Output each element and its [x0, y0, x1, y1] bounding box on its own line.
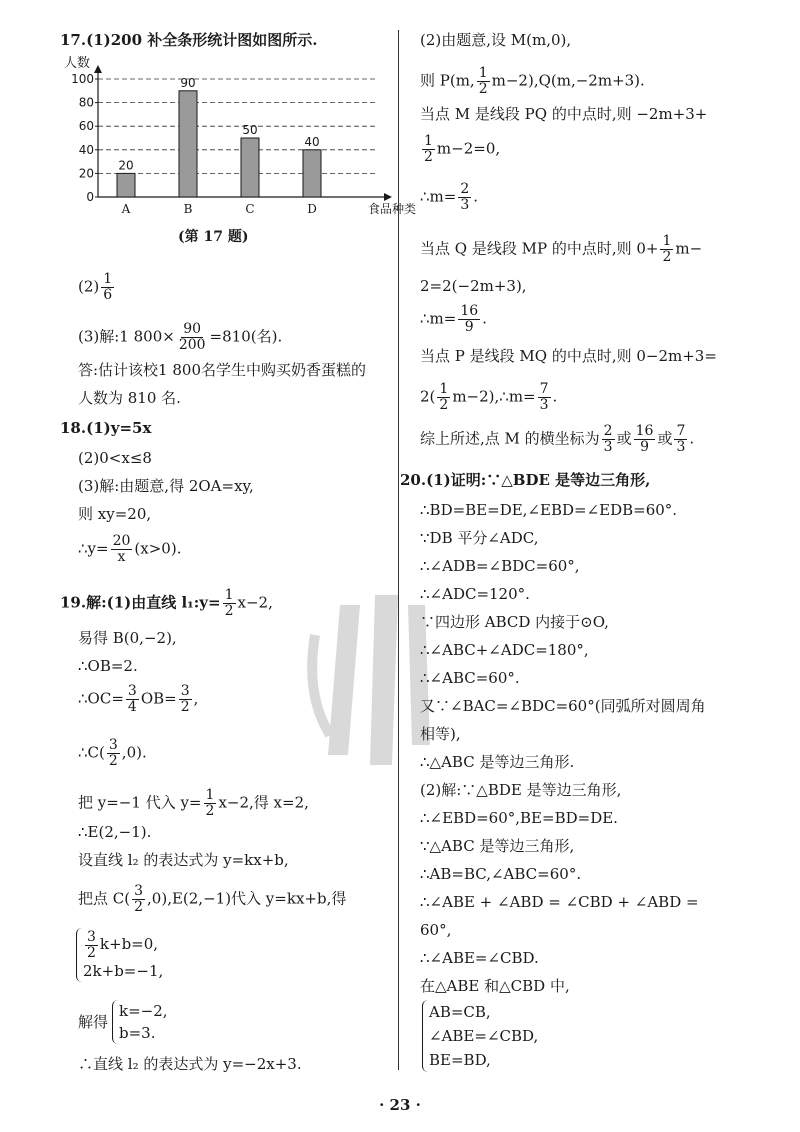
r-line2: 则 P(m, $\frac{1}{2}$ m−2),Q(m,−2m+3). — [420, 65, 645, 97]
fraction: $\frac{16}{9}$ — [635, 423, 654, 455]
x-tick-label: A — [121, 202, 131, 216]
equation-system-1: $\frac{3}{2}$ k+b=0, 2k+b=−1, — [76, 928, 163, 982]
r-line5: ∴m= $\frac{2}{3}$ . — [420, 181, 479, 213]
equation-system-2: k=−2, b=3. — [112, 1000, 168, 1044]
fraction: $\frac{1}{2}$ — [205, 787, 215, 819]
bar-b — [179, 91, 197, 197]
fraction: $\frac{3}{2}$ — [180, 683, 190, 715]
q20-line18: ∴∠ABE=∠CBD. — [420, 949, 539, 967]
r-line10: 2( $\frac{1}{2}$ m−2),∴m= $\frac{7}{3}$ . — [420, 381, 558, 413]
q19-line2: 易得 B(0,−2), — [78, 629, 177, 647]
q20-line10: 相等), — [420, 725, 461, 743]
q18-line1: 18.(1)y=5x — [60, 419, 152, 437]
q20-line19: 在△ABE 和△CBD 中, — [420, 977, 570, 995]
bar-c — [241, 138, 259, 197]
fraction: $\frac{1}{2}$ — [424, 133, 433, 165]
q18-line2: (2)0<x≤8 — [78, 449, 152, 467]
bar-chart — [60, 55, 417, 216]
data-label: 40 — [304, 134, 320, 149]
fraction: $\frac{20}{x}$ — [112, 533, 131, 565]
q20-line9: 又∵∠BAC=∠BDC=60°(同弧所对圆周角 — [420, 697, 706, 715]
r-line7: 2=2(−2m+3), — [420, 277, 527, 295]
fraction: $\frac{16}{9}$ — [460, 303, 479, 335]
solve-label: 解得 — [78, 1013, 109, 1031]
y-axis-arrow — [94, 65, 102, 73]
fraction: $\frac{1}{2}$ — [439, 381, 449, 413]
r-line4: $\frac{1}{2}$ m−2=0, — [424, 133, 501, 165]
q19-line5: ∴C( $\frac{3}{2}$ ,0). — [78, 737, 147, 769]
data-label: 90 — [180, 75, 196, 90]
q19-line7: ∴E(2,−1). — [78, 823, 152, 841]
y-tick-label: 100 — [71, 72, 94, 86]
equation-system-3: AB=CB, ∠ABE=∠CBD, BE=BD, — [422, 1000, 538, 1072]
fraction: $\frac{90}{200}$ — [178, 321, 206, 353]
r-line1: (2)由题意,设 M(m,0), — [420, 31, 572, 49]
q17-part2 — [78, 272, 116, 303]
fraction: $\frac{3}{2}$ — [108, 737, 118, 769]
fraction: $\frac{2}{3}$ — [460, 181, 470, 213]
r-line6: 当点 Q 是线段 MP 的中点时,则 0+ $\frac{1}{2}$ m− — [420, 233, 703, 265]
fraction: $\frac{3}{4}$ — [127, 683, 137, 715]
q20-line14: ∵△ABC 是等边三角形, — [420, 837, 575, 855]
q19-conclusion: ∴直线 l₂ 的表达式为 y=−2x+3. — [78, 1055, 302, 1073]
y-axis-label: 人数 — [64, 56, 91, 71]
q20-line1: 20.(1)证明:∵△BDE 是等边三角形, — [400, 471, 651, 489]
q20-line3: ∵DB 平分∠ADC, — [420, 529, 539, 547]
q20-line13: ∴∠EBD=60°,BE=BD=DE. — [420, 809, 618, 827]
q20-line6: ∵四边形 ABCD 内接于⊙O, — [420, 613, 609, 631]
q17-heading: 17.(1)200 补全条形统计图如图所示. — [60, 31, 318, 49]
fraction: $\frac{1}{2}$ — [662, 233, 672, 265]
y-tick-label: 80 — [78, 95, 94, 110]
q20-line16: ∴∠ABE + ∠ABD = ∠CBD + ∠ABD = — [420, 893, 699, 911]
r-line9: 当点 P 是线段 MQ 的中点时,则 0−2m+3= — [420, 347, 717, 365]
watermark-logo — [300, 575, 450, 785]
q18-line4: 则 xy=20, — [78, 505, 152, 523]
y-tick-label: 0 — [86, 190, 94, 204]
q20-line5: ∴∠ADC=120°. — [420, 585, 530, 603]
page-number: · 23 · — [379, 1096, 421, 1114]
q18-line3: (3)解:由题意,得 2OA=xy, — [78, 477, 254, 495]
q20-line2: ∴BD=BE=DE,∠EBD=∠EDB=60°. — [420, 501, 678, 519]
q20-line15: ∴AB=BC,∠ABC=60°. — [420, 865, 582, 883]
q19-line6: 把 y=−1 代入 y= $\frac{1}{2}$ x−2,得 x=2, — [78, 787, 309, 819]
q20-line7: ∴∠ABC+∠ADC=180°, — [420, 641, 589, 659]
q17-answer-line2: 人数为 810 名. — [78, 389, 181, 407]
q17-part2-label: (2) — [78, 277, 100, 296]
q20-line4: ∴∠ADB=∠BDC=60°, — [420, 557, 580, 575]
q18-line5: ∴y= $\frac{20}{x}$ (x>0). — [78, 533, 182, 565]
x-tick-label: C — [245, 202, 255, 216]
y-tick-label: 20 — [78, 166, 94, 181]
fraction: $\frac{1}{2}$ — [478, 65, 488, 97]
bar-d — [303, 150, 321, 197]
x-axis-arrow — [384, 193, 392, 201]
bar-a — [117, 173, 135, 197]
data-label: 20 — [118, 158, 134, 173]
q19-line3: ∴OB=2. — [78, 657, 138, 675]
q20-line8: ∴∠ABC=60°. — [420, 669, 520, 687]
r-line3: 当点 M 是线段 PQ 的中点时,则 −2m+3+ — [420, 105, 708, 123]
q19-line4: ∴OC= $\frac{3}{4}$ OB= $\frac{3}{2}$ , — [78, 683, 199, 715]
q19-line9: 把点 C( $\frac{3}{2}$ ,0),E(2,−1)代入 y=kx+b,得 — [78, 883, 347, 915]
fraction: $\frac{1}{2}$ — [224, 587, 234, 619]
q17-answer-line1: 答:估计该校1 800名学生中购买奶香蛋糕的 — [78, 361, 366, 379]
q20-line12: (2)解:∵△BDE 是等边三角形, — [420, 781, 622, 799]
q20-line11: ∴△ABC 是等边三角形. — [420, 753, 575, 771]
column-divider — [398, 30, 399, 1070]
q19-line1: 19.解:(1)由直线 l₁:y= $\frac{1}{2}$ x−2, — [60, 587, 273, 619]
figure-caption: (第 17 题) — [178, 229, 249, 245]
fraction: $\frac{2}{3}$ — [603, 423, 613, 455]
r-line8: ∴m= $\frac{16}{9}$ . — [420, 303, 487, 335]
x-tick-label: D — [307, 202, 317, 216]
fraction: $\frac{7}{3}$ — [676, 423, 686, 455]
fraction: $\frac{1}{6}$ — [103, 271, 113, 303]
fraction: $\frac{3}{2}$ — [87, 928, 96, 961]
r-line11: 综上所述,点 M 的横坐标为 $\frac{2}{3}$ 或 $\frac{16}{9}$ 或 $\frac{7}{3}$ . — [420, 423, 695, 455]
x-tick-label: B — [183, 202, 193, 216]
q20-line17: 60°, — [420, 921, 452, 939]
q17-part3: (3)解:1 800× $\frac{90}{200}$ =810(名). — [78, 321, 283, 353]
fraction: $\frac{3}{2}$ — [134, 883, 144, 915]
data-label: 50 — [242, 123, 258, 137]
y-tick-label: 40 — [78, 142, 94, 157]
fraction: $\frac{7}{3}$ — [539, 381, 549, 413]
y-tick-label: 60 — [78, 119, 94, 134]
x-axis-label: 食品种类 — [368, 202, 417, 216]
q19-line8: 设直线 l₂ 的表达式为 y=kx+b, — [78, 851, 289, 869]
